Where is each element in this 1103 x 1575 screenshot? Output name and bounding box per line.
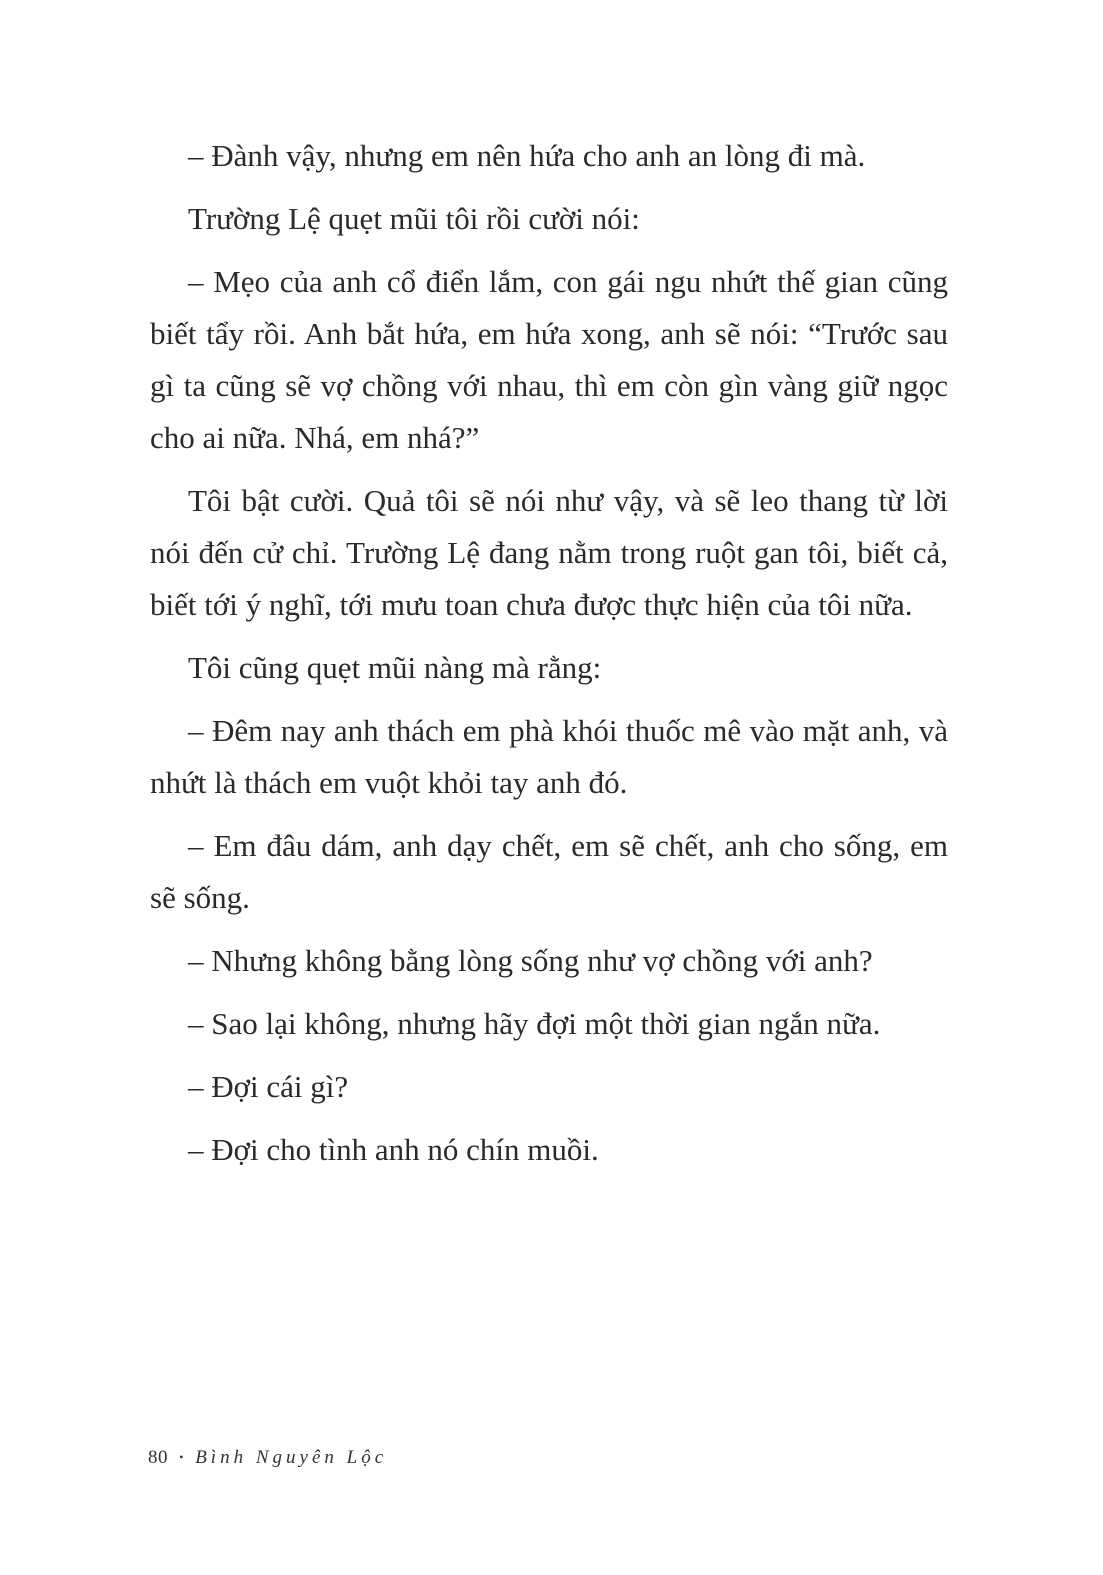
paragraph: – Nhưng không bằng lòng sống như vợ chồng với anh?	[188, 943, 873, 978]
bullet-separator-icon: •	[179, 1450, 184, 1464]
paragraph: Trường Lệ quẹt mũi tôi rồi cười nói:	[188, 201, 640, 236]
page-body	[150, 130, 948, 1187]
paragraph: – Sao lại không, nhưng hãy đợi một thời gian ngắn nữa.	[188, 1006, 881, 1041]
paragraph: – Đợi cho tình anh nó chín muồi.	[188, 1132, 599, 1167]
paragraph: Tôi cũng quẹt mũi nàng mà rằng:	[188, 650, 602, 685]
page-number: 80	[148, 1447, 168, 1468]
page-footer	[148, 1447, 387, 1469]
paragraph: – Đợi cái gì?	[188, 1069, 349, 1104]
paragraph: – Đêm nay anh thách em phà khói thuốc mê vào mặt anh, và nhứt là thách em vuột khỏi tay anh đó.	[150, 713, 948, 800]
paragraph: Tôi bật cười. Quả tôi sẽ nói như vậy, và sẽ leo thang từ lời nói đến cử chỉ. Trường Lệ đang nằm trong ruột gan tôi, biết cả, biết tới ý nghĩ, tới mưu toan chưa được thực hiện của tôi nữa.	[150, 483, 948, 622]
paragraph: – Mẹo của anh cổ điển lắm, con gái ngu nhứt thế gian cũng biết tẩy rồi. Anh bắt hứa, em hứa xong, anh sẽ nói: “Trước sau gì ta cũng sẽ vợ chồng với nhau, thì em còn gìn vàng giữ ngọc cho ai nữa. Nhá, em nhá?”	[150, 264, 948, 455]
paragraph: – Đành vậy, nhưng em nên hứa cho anh an lòng đi mà.	[188, 138, 866, 173]
author-name: Bình Nguyên Lộc	[195, 1447, 388, 1468]
paragraph: – Em đâu dám, anh dạy chết, em sẽ chết, anh cho sống, em sẽ sống.	[150, 828, 948, 915]
